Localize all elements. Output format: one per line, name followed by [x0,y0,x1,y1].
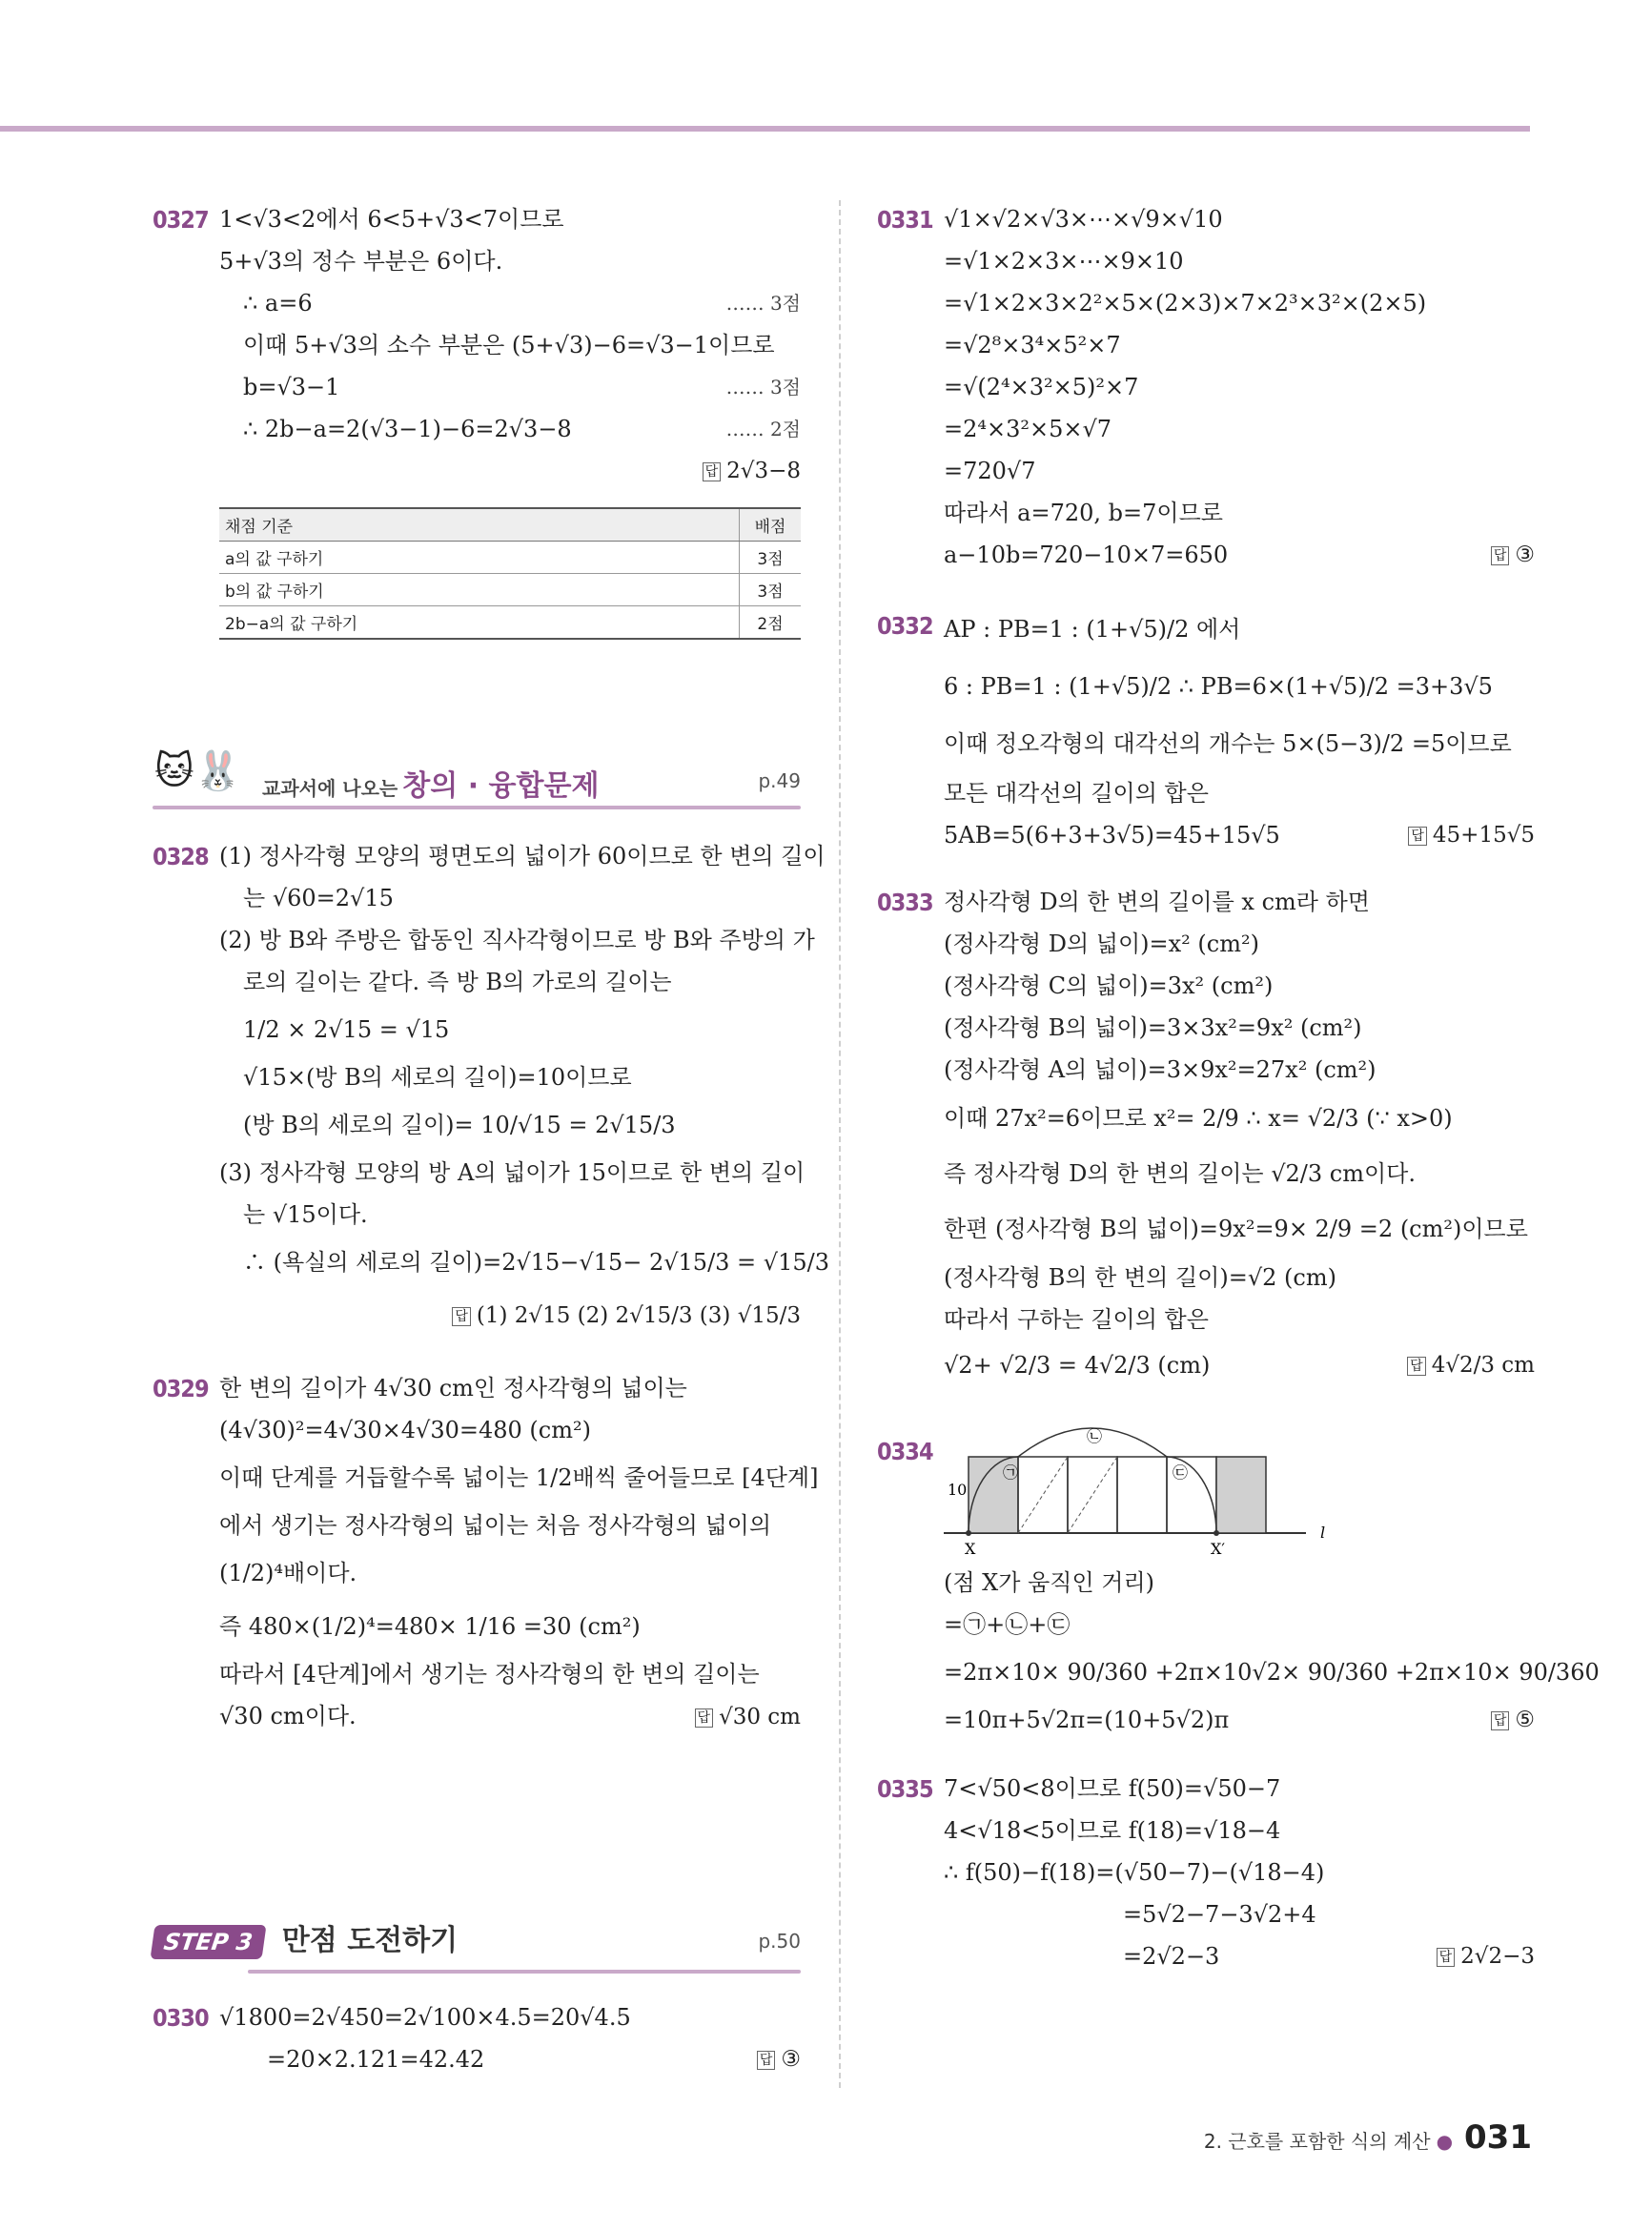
table-row: a의 값 구하기 3점 [219,542,801,574]
problem-number: 0330 [153,2004,209,2032]
solution-line: =2√2−3 답 2√2−3 [877,1935,1535,1977]
problem-0327 [153,198,801,646]
solution-line: (정사각형 D의 넓이)=x² (cm²) [944,931,1259,957]
solution-line: 7<√50<8이므로 f(50)=√50−7 [944,1775,1281,1802]
problem-number: 0331 [877,206,933,234]
solution-line: =20×2.121=42.42 답 ③ [153,2038,801,2080]
section-title: 만점 도전하기 [281,1924,459,1957]
solution-line: =2⁴×3²×5×√7 [944,416,1112,442]
solution-line: ∴ 2b−a=2(√3−1)−6=2√3−8 …… 2점 [153,408,801,450]
section-page-ref: p.49 [758,769,801,792]
arc2-label: ㉡ [1087,1427,1103,1445]
solution-line: =√2⁸×3⁴×5²×7 [944,332,1121,358]
solution-line: (2) 방 B와 주방은 합동인 직사각형이므로 방 B와 주방의 가 [219,927,815,953]
score-note: …… 3점 [725,376,801,399]
problem-number: 0329 [153,1375,209,1402]
solution-line: =㉠+㉡+㉢ [944,1611,1071,1638]
solution-line: 이때 27x²=6이므로 x²= 2/9 ∴ x= √2/3 (∵ x>0) [944,1105,1453,1132]
solution-line: (3) 정사각형 모양의 방 A의 넓이가 15이므로 한 변의 길이 [219,1159,806,1186]
mascot-icon: 🐱🐰 [154,749,242,793]
problem-0334 [877,1419,1535,1562]
section-title: 창의 · 융합문제 [402,769,600,803]
solution-line: (정사각형 B의 한 변의 길이)=√2 (cm) [944,1264,1336,1291]
right-column [877,198,1600,1977]
solution-line: √30 cm이다. 답 √30 cm [153,1695,801,1737]
solution-line: =5√2−7−3√2+4 [1123,1901,1316,1928]
solution-line: 1<√3<2에서 6<5+√3<7이므로 [219,206,564,233]
answer: 답 2√2−3 [1437,1935,1535,1977]
problem-0330 [153,1996,801,2080]
section-underline [248,1970,801,1974]
solution-line: 이때 단계를 거듭할수록 넓이는 1/2배씩 줄어들므로 [4단계] [219,1464,819,1491]
section-page-ref: p.50 [758,1930,801,1953]
solution-line: ∴ a=6 …… 3점 [153,282,801,324]
solution-line: (1) 정사각형 모양의 평면도의 넓이가 60이므로 한 변의 길이 [219,843,826,869]
solution-line: 에서 생기는 정사각형의 넓이는 처음 정사각형의 넓이의 [219,1512,772,1539]
line-l-label: l [1320,1524,1326,1542]
solution-line: ∴ (욕실의 세로의 길이)=2√15−√15− 2√15/3 = √15/3 [243,1249,829,1276]
step-badge: STEP 3 [150,1925,266,1959]
solution-line: AP : PB=1 : (1+√5)/2 에서 [944,616,1241,643]
length-label: 10 [948,1481,968,1499]
section-label: 교과서에 나오는 [262,777,398,800]
table-row: b의 값 구하기 3점 [219,574,801,606]
grading-table: 채점 기준 배점 a의 값 구하기 3점 b의 값 구하기 3점 2b−a의 값 구하기 2점 [219,507,801,640]
problem-number: 0332 [877,612,933,640]
solution-line: 즉 480×(1/2)⁴=480× 1/16 =30 (cm²) [219,1613,641,1640]
solution-line: 로의 길이는 같다. 즉 방 B의 가로의 길이는 [243,969,672,995]
solution-line: =2π×10× 90/360 +2π×10√2× 90/360 +2π×10× 90/360 [944,1659,1600,1686]
solution-line: 5AB=5(6+3+3√5)=45+15√5 답 45+15√5 [877,814,1535,856]
column-divider [839,200,841,2088]
problem-number: 0328 [153,843,209,870]
table-row: 2b−a의 값 구하기 2점 [219,606,801,640]
solution-line: =√(2⁴×3²×5)²×7 [944,374,1139,400]
solution-line: a−10b=720−10×7=650 답 ③ [877,534,1535,576]
solution-line: (방 B의 세로의 길이)= 10/√15 = 2√15/3 [243,1112,676,1138]
solution-line: 이때 정오각형의 대각선의 개수는 5×(5−3)/2 =5이므로 [944,730,1512,757]
problem-0328 [153,835,829,1342]
top-decor-bar [0,126,1530,132]
left-column-bottom [153,1996,801,2080]
solution-line: ∴ f(50)−f(18)=(√50−7)−(√18−4) [944,1859,1325,1886]
problem-0335 [877,1768,1535,1977]
solution-line: =√1×2×3×⋯×9×10 [944,248,1184,275]
chapter-title: 2. 근호를 포함한 식의 계산 [1203,2130,1431,2153]
solution-line: (정사각형 A의 넓이)=3×9x²=27x² (cm²) [944,1056,1377,1083]
problem-0333 [877,881,1535,1390]
answer: 답 ③ [1491,534,1535,576]
answer: 답 (1) 2√15 (2) 2√15/3 (3) √15/3 [153,1289,801,1342]
solution-line: 4<√18<5이므로 f(18)=√18−4 [944,1817,1281,1844]
point-x-label: X [965,1540,976,1558]
problem-number: 0327 [153,206,209,234]
arc3-label: ㉢ [1173,1463,1189,1482]
left-column-lower [153,835,829,1737]
solution-line: =720√7 [944,458,1036,484]
solution-line: (정사각형 B의 넓이)=3×3x²=9x² (cm²) [944,1014,1362,1041]
answer: 답 ⑤ [1491,1699,1535,1741]
problem-0329 [153,1367,819,1737]
solution-line: (4√30)²=4√30×4√30=480 (cm²) [219,1417,591,1443]
problem-0332 [877,601,1535,856]
solution-line: 따라서 a=720, b=7이므로 [944,500,1223,526]
solution-line: (점 X가 움직인 거리) [944,1569,1154,1596]
solution-line: √1800=2√450=2√100×4.5=20√4.5 [219,2004,631,2031]
problem-number: 0335 [877,1775,933,1803]
solution-line: 따라서 [4단계]에서 생기는 정사각형의 한 변의 길이는 [219,1661,760,1688]
solution-line: 한편 (정사각형 B의 넓이)=9x²=9× 2/9 =2 (cm²)이므로 [944,1216,1528,1242]
point-x-prime-label: X′ [1211,1540,1226,1558]
solution-line: 따라서 구하는 길이의 합은 [944,1306,1209,1333]
solution-line: 즉 정사각형 D의 한 변의 길이는 √2/3 cm이다. [944,1160,1416,1187]
left-column [153,198,801,646]
problem-number: 0333 [877,889,933,916]
score-note: …… 2점 [725,418,801,440]
answer: 답 4√2/3 cm [1407,1340,1535,1390]
answer-mark: 답 [703,462,722,481]
answer: 답 45+15√5 [1408,814,1535,856]
solution-line: √15×(방 B의 세로의 길이)=10이므로 [243,1064,632,1091]
score-note: …… 3점 [725,292,801,315]
answer: 답 2√3−8 [153,450,801,492]
rolling-square-figure [944,1419,1344,1562]
solution-line: 는 √15이다. [243,1201,368,1228]
problem-0331 [877,198,1535,576]
solution-line: 6 : PB=1 : (1+√5)/2 ∴ PB=6×(1+√5)/2 =3+3√5 [944,673,1493,700]
arc1-label: ㉠ [1003,1463,1019,1482]
section-underline [153,806,801,809]
solution-line: =√1×2×3×2²×5×(2×3)×7×2³×3²×(2×5) [944,290,1427,317]
solution-line: (정사각형 C의 넓이)=3x² (cm²) [944,972,1274,999]
answer: 답 ③ [757,2038,801,2080]
answer: 답 √30 cm [695,1695,801,1738]
solution-line: 1/2 × 2√15 = √15 [243,1016,450,1043]
solution-line: b=√3−1 …… 3점 [153,366,801,408]
solution-line: (1/2)⁴배이다. [219,1560,357,1586]
solution-line: 모든 대각선의 길이의 합은 [944,780,1209,807]
solution-line: 는 √60=2√15 [243,885,394,911]
solution-line: 정사각형 D의 한 변의 길이를 x cm라 하면 [944,889,1370,915]
solution-line: √1×√2×√3×⋯×√9×√10 [944,206,1223,233]
solution-line: 이때 5+√3의 소수 부분은 (5+√3)−6=√3−1이므로 [243,332,775,358]
problem-0334-solution [877,1562,1600,1741]
section-header-step3 [153,1916,801,1974]
problem-number: 0334 [877,1438,933,1465]
solution-line: 5+√3의 정수 부분은 6이다. [219,248,503,275]
page-footer: 2. 근호를 포함한 식의 계산 ● 031 [1203,2118,1532,2157]
page-number: 031 [1464,2118,1532,2157]
solution-line: 한 변의 길이가 4√30 cm인 정사각형의 넓이는 [219,1375,687,1401]
solution-line: =10π+5√2π=(10+5√2)π 답 ⑤ [877,1699,1535,1741]
solution-line: √2+ √2/3 = 4√2/3 (cm) 답 4√2/3 cm [877,1340,1535,1390]
section-header-creative [153,748,801,806]
